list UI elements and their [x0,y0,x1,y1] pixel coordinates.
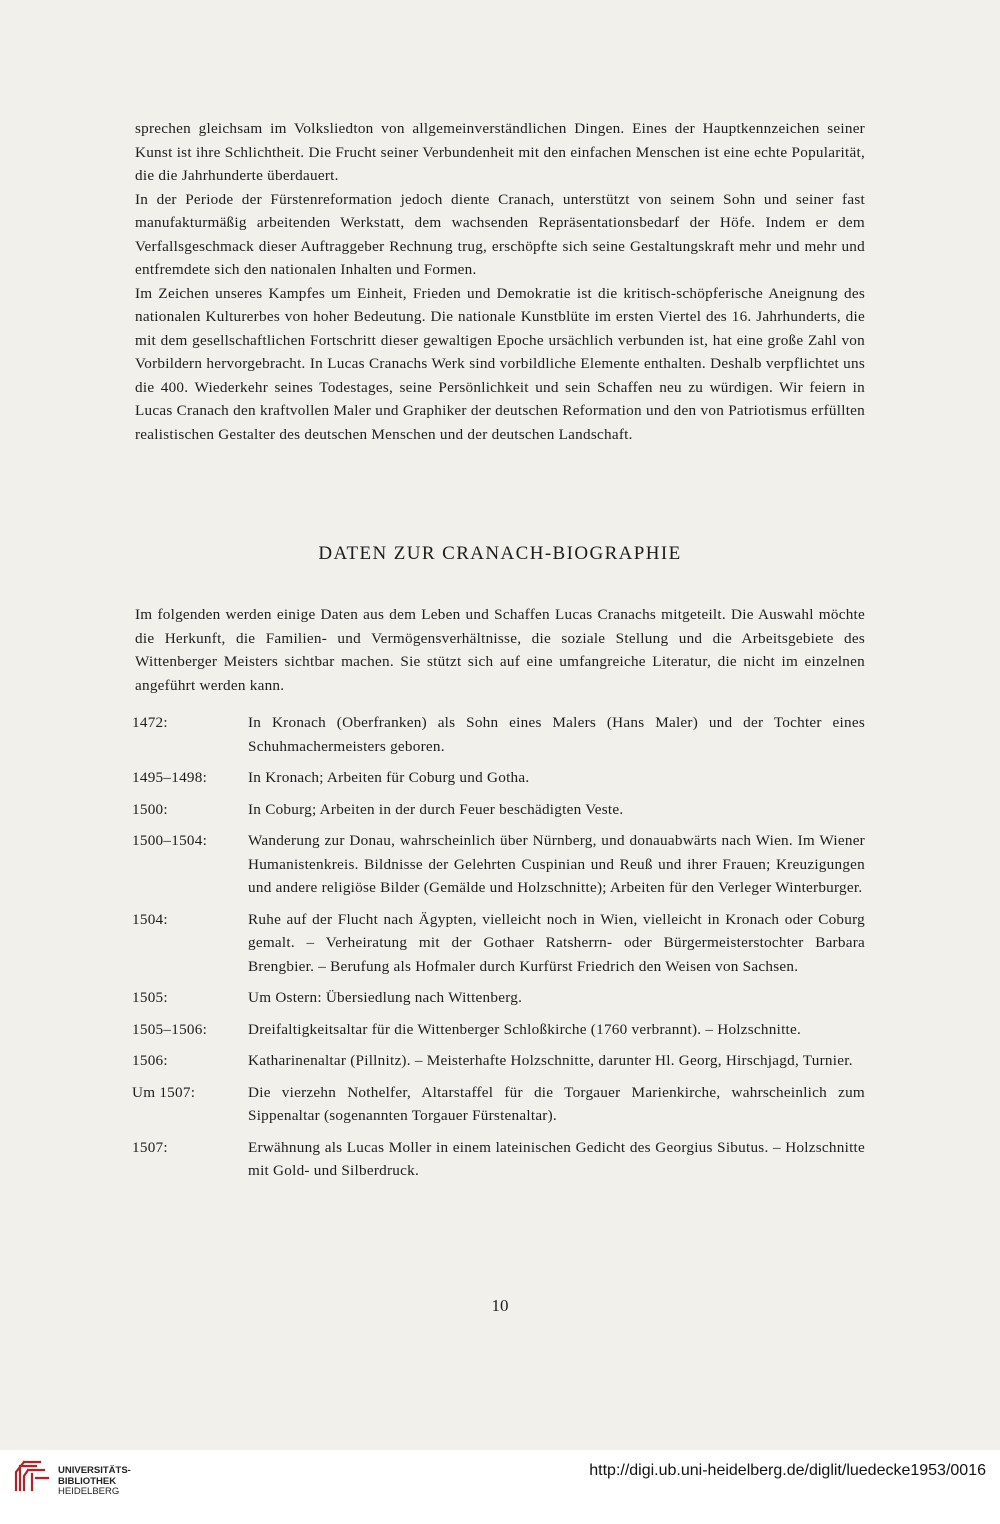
section-heading: DATEN ZUR CRANACH-BIOGRAPHIE [318,543,682,564]
chronology-list [132,711,865,1191]
entry-text: Die vierzehn Nothelfer, Altarstaffel für die Torgauer Marienkirche, wahrscheinlich zum Sippenaltar (sogenannten Torgauer Fürstenaltar). [248,1083,865,1124]
chronology-entry [132,1049,865,1073]
entry-year: 1500–1504: [132,832,208,849]
entry-year: 1500: [132,800,168,818]
lead-paragraph [135,603,865,697]
footer-bar [0,1450,1000,1524]
entry-year: 1495–1498: [132,769,208,786]
entry-text: Ruhe auf der Flucht nach Ägypten, vielleicht noch in Wien, vielleicht in Kronach oder Coburg gemalt. – Verheiratung mit der Gothaer Ratsherrn- oder Bürgermeisterstochter Barbara Brengbier. – Berufung als Hofmaler durch Kurfürst Friedrich den Weisen von Sachsen. [248,910,865,975]
chronology-entry [132,711,865,758]
entry-text: Katharinenaltar (Pillnitz). – Meisterhafte Holzschnitte, darunter Hl. Georg, Hirschjagd, Turnier. [248,1052,853,1069]
entry-year: 1504: [132,910,168,928]
chronology-entry [132,798,865,822]
chronology-entry [132,908,865,979]
intro-text [135,117,865,446]
library-logo-icon[interactable] [10,1458,50,1494]
entry-text: In Kronach (Oberfranken) als Sohn eines Malers (Hans Maler) und der Tochter eines Schuhmachermeisters geboren. [248,714,865,755]
entry-year: 1505–1506: [132,1020,208,1038]
entry-year: 1505: [132,989,168,1006]
lead-text: Im folgenden werden einige Daten aus dem Leben und Schaffen Lucas Cranachs mitgeteilt. Die Auswahl möchte die Herkunft, die Familien- und Vermögensverhältnisse, die soziale Stellung und die Arbeitsgebiete des Wittenberger Meisters sichtbar machen. Sie stützt sich auf eine umfangreiche Literatur, die nicht im einzelnen angeführt werden kann. [135,606,865,694]
entry-text: Wanderung zur Donau, wahrscheinlich über Nürnberg, und donauabwärts nach Wien. Im Wiener Humanistenkreis. Bildnisse der Gelehrten Cuspinian und Reuß und ihrer Frauen; Kreuzigungen und andere religiöse Bilder (Gemälde und Holzschnitte); Arbeiten für den Verleger Winterburger. [248,832,865,896]
entry-year: 1507: [132,1138,168,1156]
library-name-line-3: HEIDELBERG [58,1486,120,1497]
chronology-entry [132,1018,865,1042]
chronology-entry [132,986,865,1010]
entry-text: In Kronach; Arbeiten für Coburg und Gotha. [248,769,530,786]
entry-text: Dreifaltigkeitsaltar für die Wittenberger Schloßkirche (1760 verbrannt). – Holzschnitte. [248,1020,802,1038]
entry-text: Um Ostern: Übersiedlung nach Wittenberg. [248,989,523,1006]
entry-text: Erwähnung als Lucas Moller in einem lateinischen Gedicht des Georgius Sibutus. – Holzschnitte mit Gold- und Silberdruck. [248,1138,865,1179]
intro-paragraph-3: Im Zeichen unseres Kampfes um Einheit, Frieden und Demokratie ist die kritisch-schöpferische Aneignung des nationalen Kulturerbes von hoher Bedeutung. Die nationale Kunstblüte im ersten Viertel des 16. Jahrhunderts, die mit dem gesellschaftlichen Fortschritt dieser gewaltigen Epoche ursächlich verbunden ist, hat eine große Zahl von Vorbildern hervorgebracht. In Lucas Cranachs Werk sind vorbildliche Elemente enthalten. Deshalb verpflichtet uns die 400. Wiederkehr seines Todestages, seine Persönlichkeit und sein Schaffen neu zu würdigen. Wir feiern in Lucas Cranach den kraftvollen Maler und Graphiker der deutschen Reformation und den von Patriotismus erfüllten realistischen Gestalter des deutschen Menschen und der deutschen Landschaft. [135,284,865,443]
intro-paragraph-1: sprechen gleichsam im Volksliedton von allgemeinverständlichen Dingen. Eines der Hauptkennzeichen seiner Kunst ist ihre Schlichtheit. Die Frucht seiner Verbundenheit mit den einfachen Menschen ist eine echte Popularität, die die Jahrhunderte überdauert. [135,120,865,184]
entry-text: In Coburg; Arbeiten in der durch Feuer beschädigten Veste. [248,800,624,818]
intro-paragraph-2: In der Periode der Fürstenreformation jedoch diente Cranach, unterstützt von seinem Sohn und seiner fast manufakturmäßig arbeitenden Werkstatt, dem wachsenden Repräsentationsbedarf der Höfe. Indem er dem Verfallsgeschmack dieser Auftraggeber Rechnung trug, erschöpfte sich seine Gestaltungskraft mehr und mehr und entfremdete sich den nationalen Inhalten und Formen. [135,190,865,278]
library-name-line-2: BIBLIOTHEK [58,1475,117,1487]
source-url-link[interactable]: http://digi.ub.uni-heidelberg.de/diglit/luedecke1953/0016 [589,1462,986,1479]
entry-year: 1506: [132,1052,168,1069]
entry-year: Um 1507: [132,1083,196,1101]
page-number: 10 [491,1296,509,1315]
library-name-line-1: UNIVERSITÄTS- [58,1465,131,1476]
library-name[interactable] [58,1466,131,1498]
entry-year: 1472: [132,714,168,731]
chronology-entry [132,829,865,900]
chronology-entry [132,1136,865,1183]
chronology-entry [132,1081,865,1128]
chronology-entry [132,766,865,790]
